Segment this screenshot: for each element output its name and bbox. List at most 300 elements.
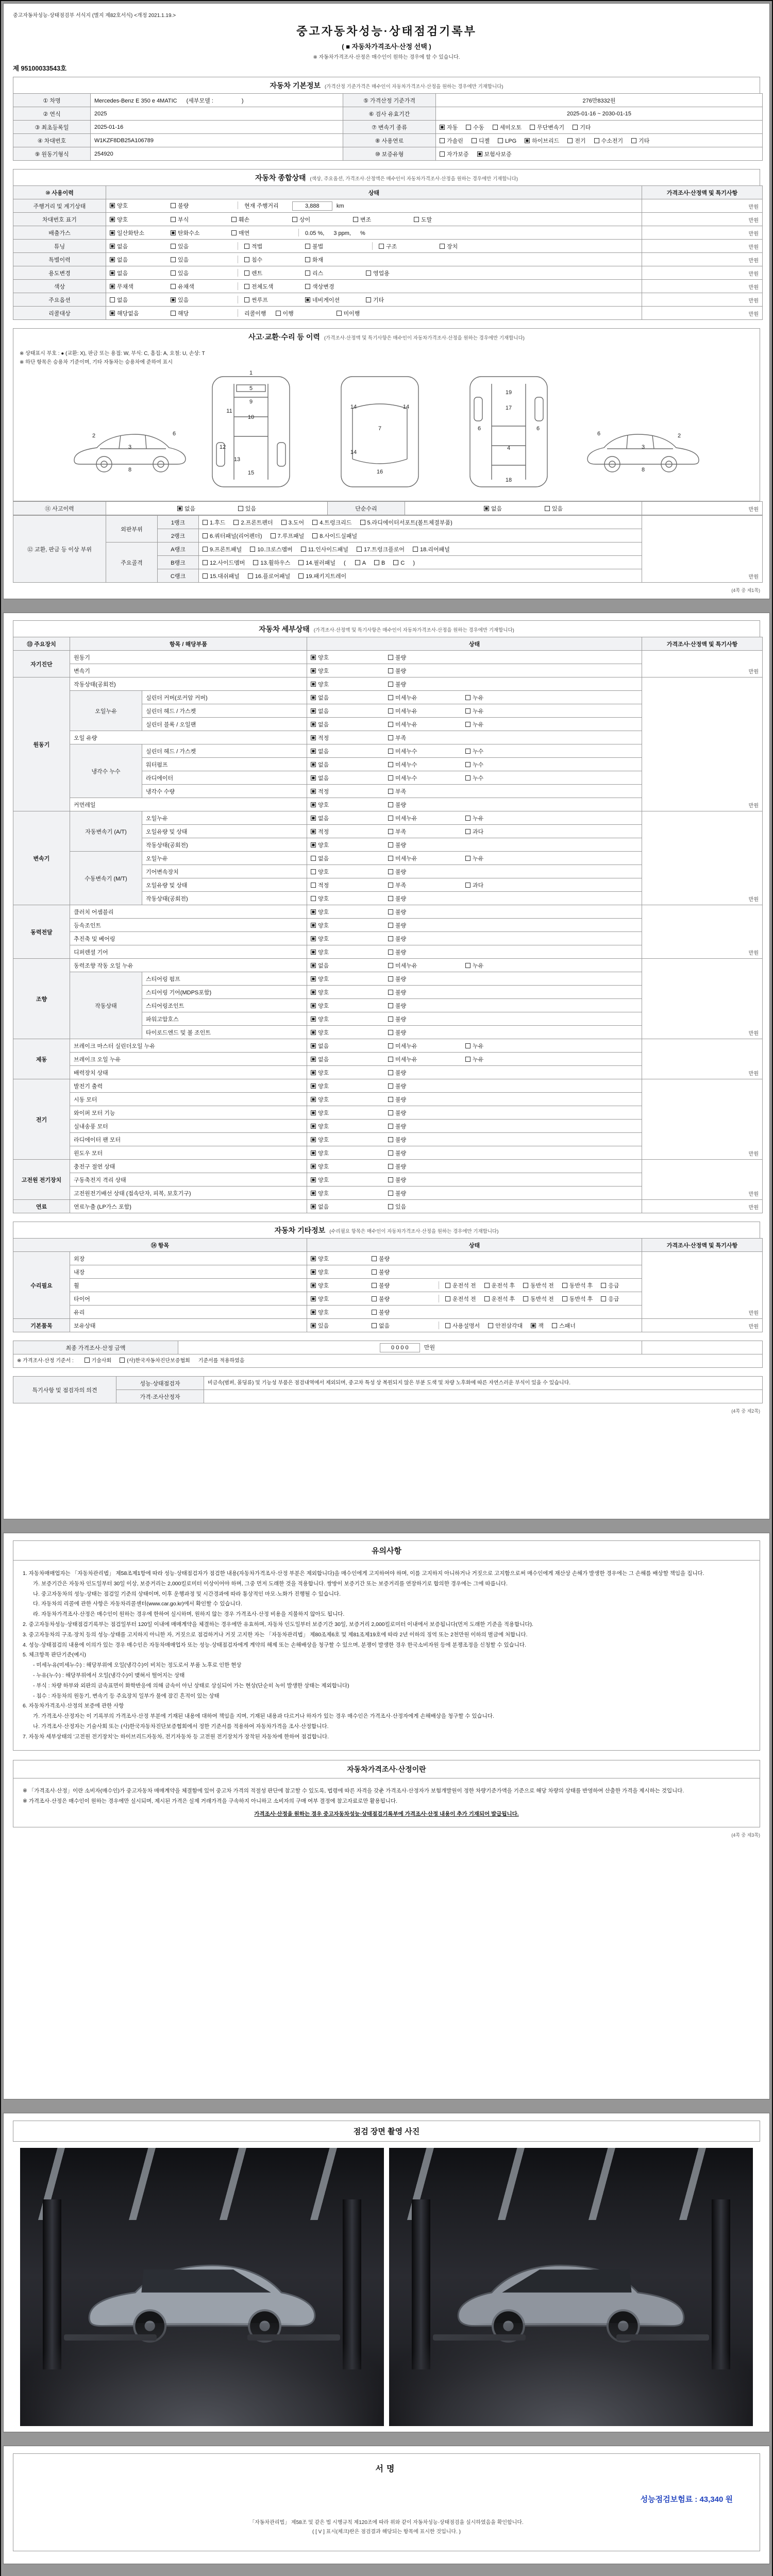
checkbox-option[interactable] [311,868,388,876]
checkbox-unchecked-icon[interactable] [301,547,306,552]
checkbox-option[interactable] [311,1202,388,1211]
checkbox-option[interactable] [388,1136,465,1144]
checkbox-unchecked-icon[interactable] [379,244,384,249]
checkbox-option[interactable] [360,518,452,527]
checkbox-unchecked-icon[interactable] [244,297,249,302]
checkbox-option[interactable] [311,707,388,715]
checkbox-unchecked-icon[interactable] [203,573,208,579]
checkbox-checked-icon[interactable] [171,297,176,302]
checkbox-unchecked-icon[interactable] [388,976,393,981]
checkbox-unchecked-icon[interactable] [388,1016,393,1022]
checkbox-option[interactable] [562,1281,593,1290]
checkbox-unchecked-icon[interactable] [388,1083,393,1089]
checkbox-option[interactable] [445,1321,480,1330]
checkbox-unchecked-icon[interactable] [567,138,573,143]
checkbox-unchecked-icon[interactable] [601,1296,606,1301]
checkbox-option[interactable] [472,137,490,145]
checkbox-unchecked-icon[interactable] [388,789,393,794]
checkbox-option[interactable] [465,707,543,715]
checkbox-option[interactable] [311,653,388,662]
checkbox-option[interactable] [493,123,522,131]
checkbox-option[interactable] [250,545,292,553]
checkbox-option[interactable] [552,1321,576,1330]
checkbox-unchecked-icon[interactable] [233,520,239,525]
checkbox-option[interactable] [465,1042,543,1050]
checkbox-unchecked-icon[interactable] [388,856,393,861]
checkbox-option[interactable] [372,1295,432,1303]
checkbox-checked-icon[interactable] [110,203,115,208]
checkbox-option[interactable] [311,881,388,889]
checkbox-option[interactable] [388,774,465,782]
checkbox-option[interactable] [311,680,388,688]
checkbox-option[interactable] [366,269,427,277]
checkbox-checked-icon[interactable] [311,1296,316,1301]
checkbox-option[interactable] [379,242,440,250]
checkbox-option[interactable] [388,921,465,929]
checkbox-checked-icon[interactable] [311,1057,316,1062]
checkbox-option[interactable] [311,1055,388,1063]
checkbox-option[interactable] [388,747,465,755]
checkbox-option[interactable] [311,988,388,996]
checkbox-option[interactable] [631,137,649,145]
checkbox-option[interactable] [311,1281,372,1290]
checkbox-option[interactable] [388,988,465,996]
checkbox-checked-icon[interactable] [311,1256,316,1261]
checkbox-unchecked-icon[interactable] [355,560,360,565]
checkbox-unchecked-icon[interactable] [238,506,243,511]
checkbox-option[interactable] [253,558,290,567]
checkbox-unchecked-icon[interactable] [171,270,176,276]
checkbox-checked-icon[interactable] [311,735,316,740]
checkbox-option[interactable] [171,269,231,277]
checkbox-option[interactable] [110,229,171,237]
checkbox-option[interactable] [484,1295,515,1303]
checkbox-option[interactable] [573,123,591,131]
checkbox-checked-icon[interactable] [171,230,176,235]
checkbox-option[interactable] [171,201,231,210]
checkbox-checked-icon[interactable] [110,217,115,222]
checkbox-checked-icon[interactable] [311,695,316,700]
checkbox-option[interactable] [311,1028,388,1037]
checkbox-option[interactable] [466,123,484,131]
checkbox-checked-icon[interactable] [311,829,316,834]
checkbox-checked-icon[interactable] [525,138,530,143]
checkbox-unchecked-icon[interactable] [530,125,535,130]
checkbox-option[interactable] [357,545,405,553]
checkbox-option[interactable] [413,545,450,553]
checkbox-option[interactable] [311,1042,388,1050]
checkbox-option[interactable] [110,201,171,210]
checkbox-option[interactable] [244,256,305,264]
checkbox-option[interactable] [311,1189,388,1197]
checkbox-option[interactable] [311,1069,388,1077]
checkbox-unchecked-icon[interactable] [573,125,578,130]
checkbox-option[interactable] [110,269,171,277]
checkbox-unchecked-icon[interactable] [171,257,176,262]
checkbox-option[interactable] [524,504,584,513]
checkbox-option[interactable] [440,137,463,145]
checkbox-option[interactable] [311,1308,372,1316]
checkbox-option[interactable] [388,975,465,983]
checkbox-unchecked-icon[interactable] [311,883,316,888]
checkbox-option[interactable] [465,760,543,769]
checkbox-checked-icon[interactable] [311,1083,316,1089]
checkbox-checked-icon[interactable] [311,909,316,914]
checkbox-unchecked-icon[interactable] [465,695,470,700]
checkbox-option[interactable] [311,1255,372,1263]
checkbox-option[interactable] [601,1281,619,1290]
checkbox-unchecked-icon[interactable] [388,762,393,767]
checkbox-option[interactable] [372,1281,432,1290]
checkbox-option[interactable] [298,572,346,580]
checkbox-checked-icon[interactable] [311,802,316,807]
checkbox-unchecked-icon[interactable] [388,883,393,888]
checkbox-option[interactable] [465,1055,543,1063]
checkbox-option[interactable] [388,653,465,662]
checkbox-checked-icon[interactable] [311,708,316,714]
checkbox-option[interactable] [388,894,465,903]
checkbox-unchecked-icon[interactable] [594,138,599,143]
checkbox-checked-icon[interactable] [311,990,316,995]
checkbox-unchecked-icon[interactable] [465,856,470,861]
checkbox-option[interactable] [484,1281,515,1290]
checkbox-option[interactable] [203,572,240,580]
checkbox-unchecked-icon[interactable] [388,735,393,740]
checkbox-unchecked-icon[interactable] [171,244,176,249]
checkbox-unchecked-icon[interactable] [357,547,362,552]
checkbox-option[interactable] [171,282,231,291]
checkbox-unchecked-icon[interactable] [465,883,470,888]
checkbox-option[interactable] [374,560,385,566]
checkbox-unchecked-icon[interactable] [631,138,636,143]
checkbox-option[interactable] [311,814,388,822]
checkbox-checked-icon[interactable] [311,963,316,968]
checkbox-option[interactable] [244,269,305,277]
checkbox-checked-icon[interactable] [311,936,316,941]
checkbox-unchecked-icon[interactable] [388,1204,393,1209]
checkbox-checked-icon[interactable] [311,1043,316,1048]
checkbox-unchecked-icon[interactable] [388,1164,393,1169]
checkbox-unchecked-icon[interactable] [440,151,445,157]
checkbox-option[interactable] [388,693,465,702]
checkbox-checked-icon[interactable] [110,311,115,316]
checkbox-option[interactable] [465,774,543,782]
checkbox-unchecked-icon[interactable] [601,1283,606,1288]
checkbox-option[interactable] [388,1069,465,1077]
checkbox-option[interactable] [601,1295,619,1303]
checkbox-option[interactable] [110,215,171,224]
checkbox-checked-icon[interactable] [311,668,316,673]
checkbox-option[interactable] [372,1255,432,1263]
checkbox-option[interactable] [440,123,458,131]
checkbox-checked-icon[interactable] [531,1323,536,1328]
checkbox-option[interactable] [355,560,366,566]
checkbox-unchecked-icon[interactable] [110,297,115,302]
checkbox-option[interactable] [311,841,388,849]
checkbox-unchecked-icon[interactable] [388,682,393,687]
checkbox-option[interactable] [594,137,624,145]
checkbox-option[interactable] [311,787,388,795]
checkbox-option[interactable] [311,948,388,956]
checkbox-checked-icon[interactable] [311,1283,316,1288]
checkbox-option[interactable] [231,229,292,237]
checkbox-unchecked-icon[interactable] [388,655,393,660]
checkbox-checked-icon[interactable] [311,1097,316,1102]
checkbox-unchecked-icon[interactable] [388,1003,393,1008]
checkbox-unchecked-icon[interactable] [353,217,358,222]
checkbox-option[interactable] [463,504,524,513]
checkbox-unchecked-icon[interactable] [484,1283,490,1288]
checkbox-unchecked-icon[interactable] [250,547,255,552]
checkbox-unchecked-icon[interactable] [248,573,253,579]
checkbox-unchecked-icon[interactable] [440,244,445,249]
checkbox-unchecked-icon[interactable] [311,869,316,874]
checkbox-option[interactable] [311,894,388,903]
checkbox-unchecked-icon[interactable] [388,1110,393,1115]
checkbox-unchecked-icon[interactable] [203,560,208,565]
checkbox-unchecked-icon[interactable] [312,520,317,525]
checkbox-checked-icon[interactable] [311,1003,316,1008]
checkbox-unchecked-icon[interactable] [388,936,393,941]
checkbox-option[interactable] [523,1295,554,1303]
checkbox-option[interactable] [281,518,304,527]
checkbox-option[interactable] [311,854,388,862]
checkbox-option[interactable] [311,1082,388,1090]
checkbox-option[interactable] [465,747,543,755]
checkbox-option[interactable] [388,680,465,688]
checkbox-unchecked-icon[interactable] [171,217,176,222]
checkbox-option[interactable] [311,1002,388,1010]
checkbox-unchecked-icon[interactable] [311,856,316,861]
checkbox-option[interactable] [311,1149,388,1157]
checkbox-option[interactable] [311,1109,388,1117]
checkbox-checked-icon[interactable] [477,151,482,157]
checkbox-unchecked-icon[interactable] [231,230,237,235]
checkbox-checked-icon[interactable] [110,257,115,262]
checkbox-checked-icon[interactable] [110,284,115,289]
checkbox-unchecked-icon[interactable] [388,1097,393,1102]
checkbox-option[interactable] [311,1122,388,1130]
checkbox-option[interactable] [311,693,388,702]
checkbox-option[interactable] [301,545,348,553]
checkbox-checked-icon[interactable] [110,230,115,235]
checkbox-unchecked-icon[interactable] [360,520,365,525]
checkbox-option[interactable] [244,242,305,250]
checkbox-unchecked-icon[interactable] [440,138,445,143]
checkbox-unchecked-icon[interactable] [413,547,418,552]
checkbox-option[interactable] [311,908,388,916]
checkbox-checked-icon[interactable] [311,1070,316,1075]
checkbox-option[interactable] [311,1162,388,1171]
checkbox-option[interactable] [337,309,397,317]
checkbox-option[interactable] [465,693,543,702]
checkbox-unchecked-icon[interactable] [388,869,393,874]
checkbox-option[interactable] [440,150,469,158]
checkbox-option[interactable] [388,1015,465,1023]
checkbox-option[interactable] [311,1295,372,1303]
checkbox-unchecked-icon[interactable] [312,533,317,538]
checkbox-option[interactable] [171,256,231,264]
checkbox-unchecked-icon[interactable] [305,270,310,276]
checkbox-option[interactable] [203,558,245,567]
checkbox-checked-icon[interactable] [311,1016,316,1022]
checkbox-option[interactable] [388,1122,465,1130]
checkbox-option[interactable] [244,282,305,291]
checkbox-checked-icon[interactable] [311,842,316,848]
checkbox-checked-icon[interactable] [311,923,316,928]
checkbox-unchecked-icon[interactable] [388,842,393,848]
checkbox-checked-icon[interactable] [484,506,489,511]
checkbox-checked-icon[interactable] [311,722,316,727]
checkbox-checked-icon[interactable] [311,789,316,794]
checkbox-unchecked-icon[interactable] [372,1310,377,1315]
checkbox-unchecked-icon[interactable] [388,896,393,901]
checkbox-option[interactable] [445,1295,476,1303]
checkbox-checked-icon[interactable] [311,1191,316,1196]
checkbox-unchecked-icon[interactable] [171,311,176,316]
checkbox-option[interactable] [445,1281,476,1290]
checkbox-unchecked-icon[interactable] [388,950,393,955]
checkbox-option[interactable] [110,282,171,291]
checkbox-unchecked-icon[interactable] [231,217,237,222]
checkbox-unchecked-icon[interactable] [445,1296,450,1301]
checkbox-checked-icon[interactable] [311,1204,316,1209]
checkbox-option[interactable] [414,215,475,224]
checkbox-option[interactable] [477,150,512,158]
checkbox-option[interactable] [312,532,357,540]
checkbox-unchecked-icon[interactable] [298,560,304,565]
checkbox-unchecked-icon[interactable] [281,520,287,525]
checkbox-unchecked-icon[interactable] [388,923,393,928]
checkbox-unchecked-icon[interactable] [171,284,176,289]
checkbox-checked-icon[interactable] [311,682,316,687]
checkbox-option[interactable] [388,841,465,849]
checkbox-option[interactable] [388,854,465,862]
checkbox-option[interactable] [305,256,366,264]
checkbox-unchecked-icon[interactable] [523,1283,528,1288]
checkbox-option[interactable] [311,1136,388,1144]
checkbox-option[interactable] [388,1162,465,1171]
checkbox-option[interactable] [311,760,388,769]
checkbox-unchecked-icon[interactable] [305,284,310,289]
checkbox-unchecked-icon[interactable] [253,560,258,565]
checkbox-unchecked-icon[interactable] [465,829,470,834]
checkbox-option[interactable] [305,282,366,291]
checkbox-option[interactable] [465,854,543,862]
checkbox-option[interactable] [231,215,292,224]
checkbox-unchecked-icon[interactable] [388,1030,393,1035]
checkbox-option[interactable] [388,868,465,876]
checkbox-unchecked-icon[interactable] [337,311,342,316]
checkbox-option[interactable] [311,975,388,983]
checkbox-unchecked-icon[interactable] [372,1296,377,1301]
checkbox-option[interactable] [311,1176,388,1184]
checkbox-option[interactable] [292,215,353,224]
checkbox-option[interactable] [271,532,305,540]
checkbox-unchecked-icon[interactable] [388,1057,393,1062]
checkbox-unchecked-icon[interactable] [465,775,470,781]
checkbox-checked-icon[interactable] [311,1124,316,1129]
checkbox-unchecked-icon[interactable] [374,560,379,565]
checkbox-option[interactable] [311,935,388,943]
checkbox-option[interactable] [388,1095,465,1104]
checkbox-unchecked-icon[interactable] [414,217,419,222]
checkbox-unchecked-icon[interactable] [388,695,393,700]
checkbox-unchecked-icon[interactable] [388,708,393,714]
checkbox-option[interactable] [171,296,231,304]
checkbox-option[interactable] [311,801,388,809]
checkbox-option[interactable] [388,948,465,956]
checkbox-unchecked-icon[interactable] [445,1323,450,1328]
checkbox-option[interactable] [388,720,465,728]
checkbox-option[interactable] [171,229,231,237]
checkbox-unchecked-icon[interactable] [311,896,316,901]
checkbox-unchecked-icon[interactable] [276,311,281,316]
checkbox-option[interactable] [388,814,465,822]
checkbox-unchecked-icon[interactable] [203,520,208,525]
checkbox-checked-icon[interactable] [311,1137,316,1142]
checkbox-option[interactable] [388,1028,465,1037]
checkbox-unchecked-icon[interactable] [305,244,310,249]
checkbox-checked-icon[interactable] [305,297,310,302]
checkbox-unchecked-icon[interactable] [244,244,249,249]
checkbox-option[interactable] [298,558,335,567]
checkbox-unchecked-icon[interactable] [552,1323,557,1328]
checkbox-unchecked-icon[interactable] [388,722,393,727]
checkbox-option[interactable] [311,667,388,675]
checkbox-option[interactable] [388,1002,465,1010]
checkbox-option[interactable] [276,309,337,317]
checkbox-unchecked-icon[interactable] [203,533,208,538]
checkbox-unchecked-icon[interactable] [388,963,393,968]
checkbox-checked-icon[interactable] [311,1030,316,1035]
checkbox-option[interactable] [203,518,225,527]
checkbox-option[interactable] [388,707,465,715]
checkbox-unchecked-icon[interactable] [465,749,470,754]
checkbox-unchecked-icon[interactable] [465,963,470,968]
checkbox-unchecked-icon[interactable] [388,1124,393,1129]
checkbox-option[interactable] [372,1321,432,1330]
checkbox-option[interactable] [366,296,427,304]
checkbox-option[interactable] [388,667,465,675]
checkbox-unchecked-icon[interactable] [305,257,310,262]
checkbox-option[interactable] [171,309,231,317]
checkbox-unchecked-icon[interactable] [388,749,393,754]
checkbox-unchecked-icon[interactable] [393,560,398,565]
checkbox-checked-icon[interactable] [311,655,316,660]
checkbox-option[interactable] [465,720,543,728]
checkbox-option[interactable] [562,1295,593,1303]
checkbox-option[interactable] [311,747,388,755]
checkbox-option[interactable] [120,1358,190,1365]
checkbox-option[interactable] [311,1095,388,1104]
checkbox-option[interactable] [388,1109,465,1117]
checkbox-option[interactable] [388,1055,465,1063]
checkbox-option[interactable] [311,961,388,970]
checkbox-option[interactable] [388,734,465,742]
checkbox-option[interactable] [110,296,171,304]
checkbox-unchecked-icon[interactable] [372,1269,377,1275]
checkbox-option[interactable] [244,296,305,304]
checkbox-checked-icon[interactable] [311,816,316,821]
checkbox-unchecked-icon[interactable] [498,138,503,143]
checkbox-unchecked-icon[interactable] [523,1296,528,1301]
checkbox-unchecked-icon[interactable] [372,1283,377,1288]
checkbox-option[interactable] [156,504,217,513]
checkbox-unchecked-icon[interactable] [545,506,550,511]
checkbox-unchecked-icon[interactable] [388,1177,393,1182]
checkbox-unchecked-icon[interactable] [465,708,470,714]
